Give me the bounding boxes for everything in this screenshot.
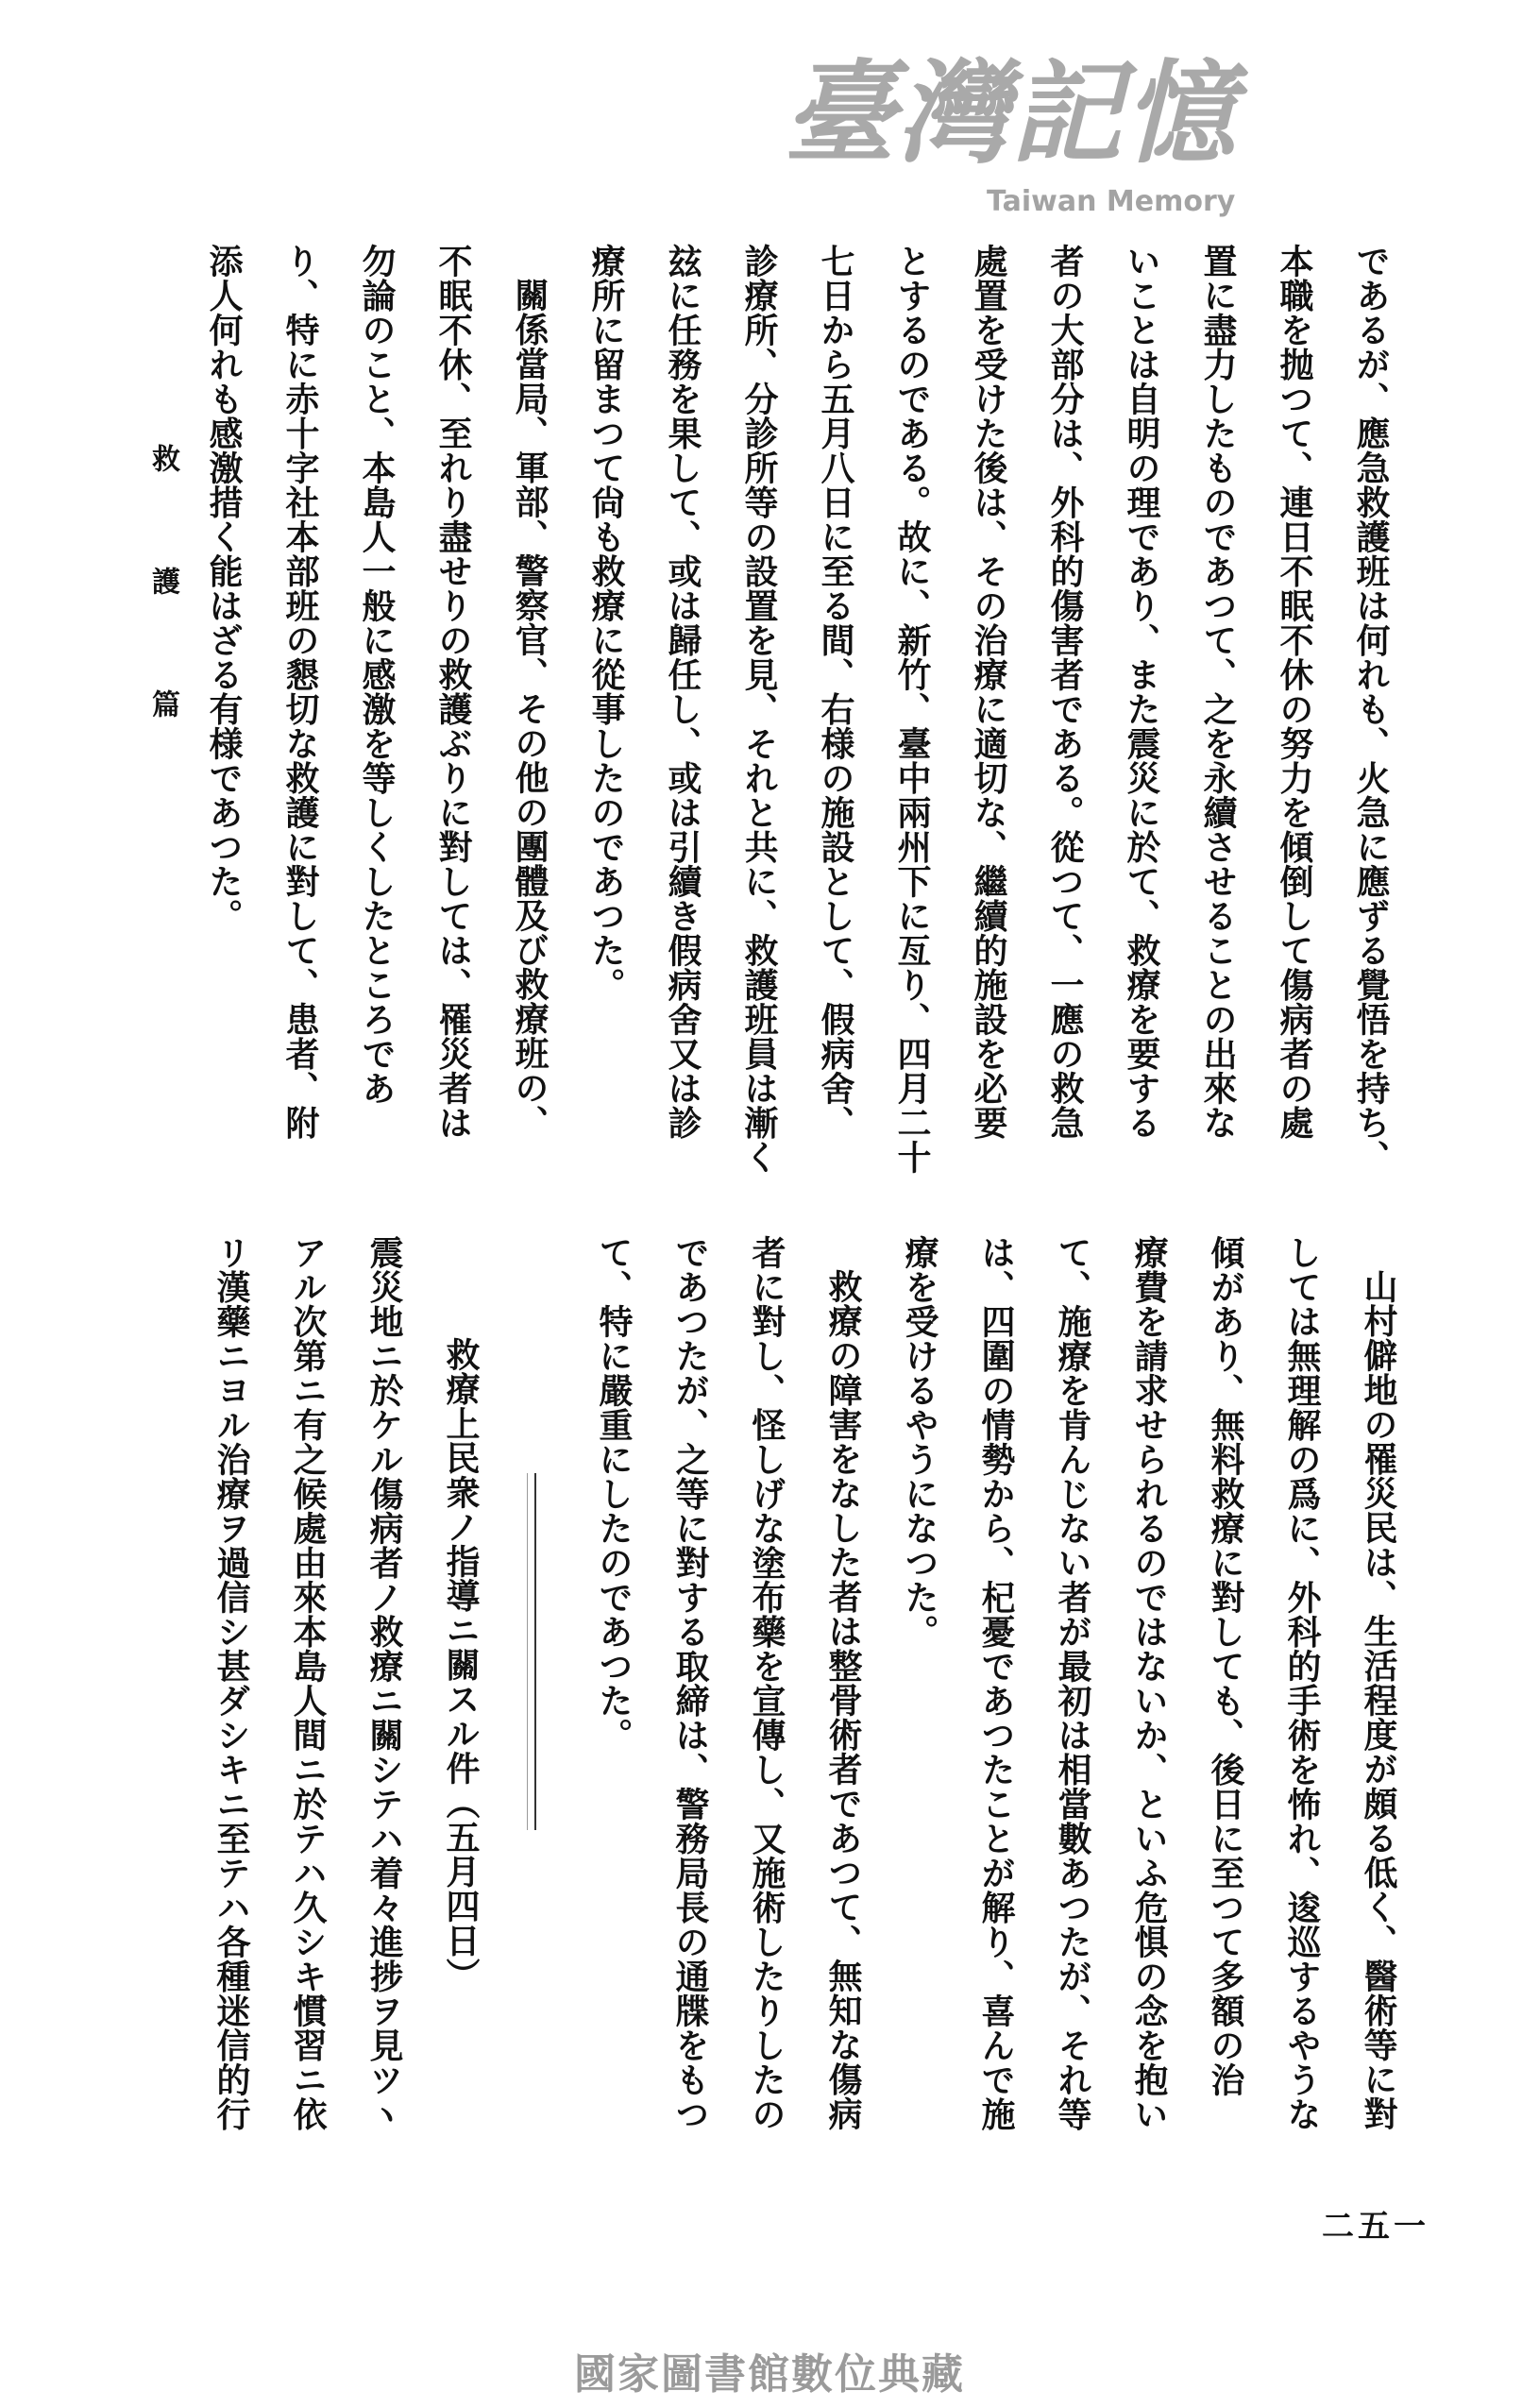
page-number: 二五一	[1322, 2208, 1429, 2246]
bottom-text-block	[193, 1235, 1416, 2179]
paragraph-start-column: 救療の障害をなした者は整骨術者であつて、無知な傷病	[823, 1269, 863, 2131]
text-column: て、施療を肯んじない者が最初は相當數あつたが、それ等	[1053, 1235, 1092, 2131]
text-column: 玆に任務を果して、或は歸任し、或は引續き假病舍又は診	[663, 244, 702, 1140]
text-column: であつたが、之等に對する取締は、警務局長の通牒をもつ	[670, 1235, 710, 2131]
section-header: 救護篇	[146, 444, 179, 812]
text-column: 處置を受けた後は、その治療に適切な、繼續的施設を必要	[969, 244, 1008, 1140]
document-column: リ漢藥ニヨル治療ヲ過信シ甚ダシキニ至テハ各種迷信的行	[211, 1235, 251, 2131]
text-column: 者の大部分は、外科的傷害者である。從つて、一應の救急	[1045, 244, 1085, 1140]
paragraph-start-column: 關係當局、軍部、警察官、その他の團體及び救療班の、	[510, 278, 550, 1140]
text-column: 者に對し、怪しげな塗布藥を宣傳し、又施術したりしたの	[747, 1235, 786, 2131]
text-column: 勿論のこと、本島人一般に感激を等しくしたところであ	[357, 244, 397, 1106]
watermark-logo	[784, 47, 1312, 227]
section-divider	[499, 1235, 575, 2179]
paragraph-start-column: 山村僻地の罹災民は、生活程度が頗る低く、醫術等に對	[1359, 1269, 1398, 2131]
document-column: アル次第ニ有之候處由來本島人間ニ於テハ久シキ慣習ニ依	[288, 1235, 328, 2131]
text-column: 本職を抛つて、連日不眠不休の努力を傾倒して傷病者の處	[1275, 244, 1314, 1140]
text-column: は、四圍の情勢から、杞憂であつたことが解り、喜んで施	[976, 1235, 1016, 2131]
text-column: であるが、應急救護班は何れも、火急に應ずる覺悟を持ち、	[1351, 244, 1391, 1175]
text-column: 診療所、分診所等の設置を見、それと共に、救護班員は漸く	[739, 244, 779, 1175]
text-column: り、特に赤十字社本部班の懇切な救護に對して、患者、附	[280, 244, 320, 1140]
text-column: 療を受けるやうになつた。	[900, 1235, 939, 1649]
document-title: 救療上民衆ノ指導ニ關スル件（五月四日）	[441, 1337, 481, 1993]
text-column: 傾があり、無料救療に對しても、後日に至つて多額の治	[1206, 1235, 1245, 2097]
text-column: しては無理解の爲に、外科的手術を怖れ、逡巡するやうな	[1282, 1235, 1322, 2131]
top-text-block	[185, 244, 1409, 1188]
text-column: とするのである。故に、新竹、臺中兩州下に亙り、四月二十	[892, 244, 932, 1175]
text-column: 添人何れも感激措く能はざる有様であつた。	[204, 244, 244, 933]
text-column: 療費を請求せられるのではないか、といふ危惧の念を抱い	[1129, 1235, 1169, 2131]
text-column: いことは自明の理であり、また震災に於て、救療を要する	[1122, 244, 1161, 1140]
text-column: 七日から五月八日に至る間、右様の施設として、假病舍、	[816, 244, 855, 1140]
watermark-main-text: 臺灣記憶	[784, 47, 1238, 178]
text-column: 療所に留まつて尙も救療に從事したのであつた。	[586, 244, 626, 1002]
text-column: て、特に嚴重にしたのであつた。	[594, 1235, 634, 1753]
text-column: 置に盡力したものであつて、之を永續させることの出來な	[1198, 244, 1238, 1140]
divider-line	[527, 1473, 528, 1830]
divider-line	[534, 1473, 536, 1830]
text-column: 不眠不休、至れり盡せりの救護ぶりに對しては、罹災者は	[433, 244, 473, 1140]
watermark-sub-text: Taiwan Memory	[987, 185, 1236, 218]
document-column: 震災地ニ於ケル傷病者ノ救療ニ關シテハ着々進捗ヲ見ツヽ	[364, 1235, 404, 2131]
footer-collection-credit: 國家圖書館數位典藏	[574, 2350, 965, 2399]
